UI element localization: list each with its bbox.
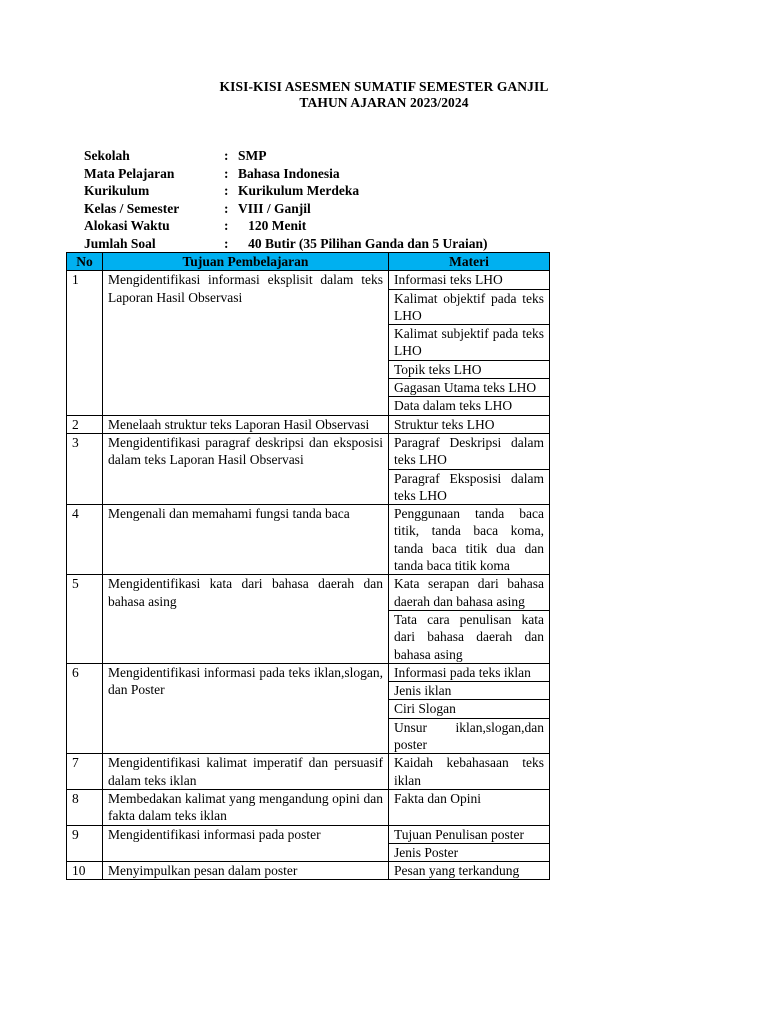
- materi-cell: Jenis iklan: [389, 682, 550, 700]
- info-row: [84, 147, 488, 165]
- tujuan-cell: Mengidentifikasi paragraf deskripsi dan eksposisi dalam teks Laporan Hasil Observasi: [103, 433, 389, 504]
- kisi-kisi-table: [66, 252, 550, 880]
- document-title: KISI-KISI ASESMEN SUMATIF SEMESTER GANJIL: [219, 79, 549, 94]
- materi-cell: Data dalam teks LHO: [389, 397, 550, 415]
- tujuan-cell: Mengenali dan memahami fungsi tanda baca: [103, 505, 389, 575]
- materi-cell: Paragraf Eksposisi dalam teks LHO: [389, 469, 550, 505]
- tujuan-cell: Mengidentifikasi informasi eksplisit dalam teks Laporan Hasil Observasi: [103, 271, 389, 415]
- table-row: [67, 862, 550, 880]
- identity-block: [84, 147, 488, 252]
- row-number: 3: [67, 433, 103, 504]
- info-row: [84, 200, 488, 218]
- info-row: [84, 182, 488, 200]
- info-colon: :: [224, 218, 229, 233]
- header-materi: Materi: [389, 253, 550, 271]
- table-row: [67, 415, 550, 433]
- info-value: 120 Menit: [238, 218, 307, 233]
- info-label: Kurikulum: [84, 183, 150, 198]
- info-value: SMP: [238, 148, 267, 163]
- info-value: Bahasa Indonesia: [238, 165, 340, 181]
- materi-cell: Unsur iklan,slogan,dan poster: [389, 718, 550, 754]
- materi-cell: Kaidah kebahasaan teks iklan: [389, 754, 550, 790]
- info-row: [84, 217, 488, 235]
- row-number: 1: [67, 271, 103, 415]
- info-colon: :: [224, 148, 229, 163]
- header-tujuan: Tujuan Pembelajaran: [103, 253, 389, 271]
- info-colon: :: [224, 183, 229, 198]
- materi-cell: Tata cara penulisan kata dari bahasa daerah dan bahasa asing: [389, 610, 550, 663]
- info-value: VIII / Ganjil: [238, 200, 311, 216]
- table-row: [67, 789, 550, 825]
- row-number: 10: [67, 862, 103, 880]
- table-row: [67, 754, 550, 790]
- info-label: Alokasi Waktu: [84, 218, 170, 233]
- materi-cell: Tujuan Penulisan poster: [389, 825, 550, 843]
- tujuan-cell: Mengidentifikasi informasi pada poster: [103, 825, 389, 862]
- info-colon: :: [224, 235, 229, 251]
- document-subtitle: TAHUN AJARAN 2023/2024: [299, 95, 469, 110]
- materi-cell: Penggunaan tanda baca titik, tanda baca koma, tanda baca titik dua dan tanda baca titik koma: [389, 505, 550, 575]
- tujuan-cell: Membedakan kalimat yang mengandung opini dan fakta dalam teks iklan: [103, 789, 389, 825]
- row-number: 6: [67, 663, 103, 753]
- table-row: [67, 505, 550, 575]
- materi-cell: Informasi pada teks iklan: [389, 663, 550, 681]
- materi-cell: Kalimat objektif pada teks LHO: [389, 289, 550, 325]
- row-number: 7: [67, 754, 103, 790]
- table-row: [67, 575, 550, 611]
- info-label: Jumlah Soal: [84, 235, 156, 251]
- info-label: Kelas / Semester: [84, 200, 180, 216]
- info-label: Sekolah: [84, 148, 130, 163]
- row-number: 4: [67, 505, 103, 575]
- tujuan-cell: Mengidentifikasi kalimat imperatif dan persuasif dalam teks iklan: [103, 754, 389, 790]
- materi-cell: Topik teks LHO: [389, 360, 550, 378]
- materi-cell: Gagasan Utama teks LHO: [389, 379, 550, 397]
- table-row: [67, 433, 550, 469]
- row-number: 2: [67, 415, 103, 433]
- table-row: [67, 663, 550, 681]
- info-row: [84, 165, 488, 183]
- materi-cell: Kata serapan dari bahasa daerah dan bahasa asing: [389, 575, 550, 611]
- info-value: Kurikulum Merdeka: [238, 183, 360, 198]
- info-value: 40 Butir (35 Pilihan Ganda dan 5 Uraian): [238, 235, 488, 251]
- row-number: 9: [67, 825, 103, 862]
- materi-cell: Ciri Slogan: [389, 700, 550, 718]
- row-number: 5: [67, 575, 103, 663]
- tujuan-cell: Menyimpulkan pesan dalam poster: [103, 862, 389, 880]
- materi-cell: Paragraf Deskripsi dalam teks LHO: [389, 433, 550, 469]
- info-row: [84, 235, 488, 253]
- info-label: Mata Pelajaran: [84, 165, 175, 181]
- materi-cell: Informasi teks LHO: [389, 271, 550, 289]
- materi-cell: Struktur teks LHO: [389, 415, 550, 433]
- info-colon: :: [224, 200, 229, 216]
- info-colon: :: [224, 165, 229, 181]
- tujuan-cell: Mengidentifikasi kata dari bahasa daerah dan bahasa asing: [103, 575, 389, 663]
- materi-cell: Jenis Poster: [389, 843, 550, 861]
- materi-cell: Pesan yang terkandung: [389, 862, 550, 880]
- tujuan-cell: Menelaah struktur teks Laporan Hasil Observasi: [103, 415, 389, 433]
- materi-cell: Fakta dan Opini: [389, 789, 550, 825]
- header-no: No: [67, 253, 103, 271]
- materi-cell: Kalimat subjektif pada teks LHO: [389, 325, 550, 361]
- row-number: 8: [67, 789, 103, 825]
- table-row: [67, 271, 550, 289]
- table-header-row: [67, 253, 550, 271]
- tujuan-cell: Mengidentifikasi informasi pada teks iklan,slogan, dan Poster: [103, 663, 389, 753]
- table-row: [67, 825, 550, 843]
